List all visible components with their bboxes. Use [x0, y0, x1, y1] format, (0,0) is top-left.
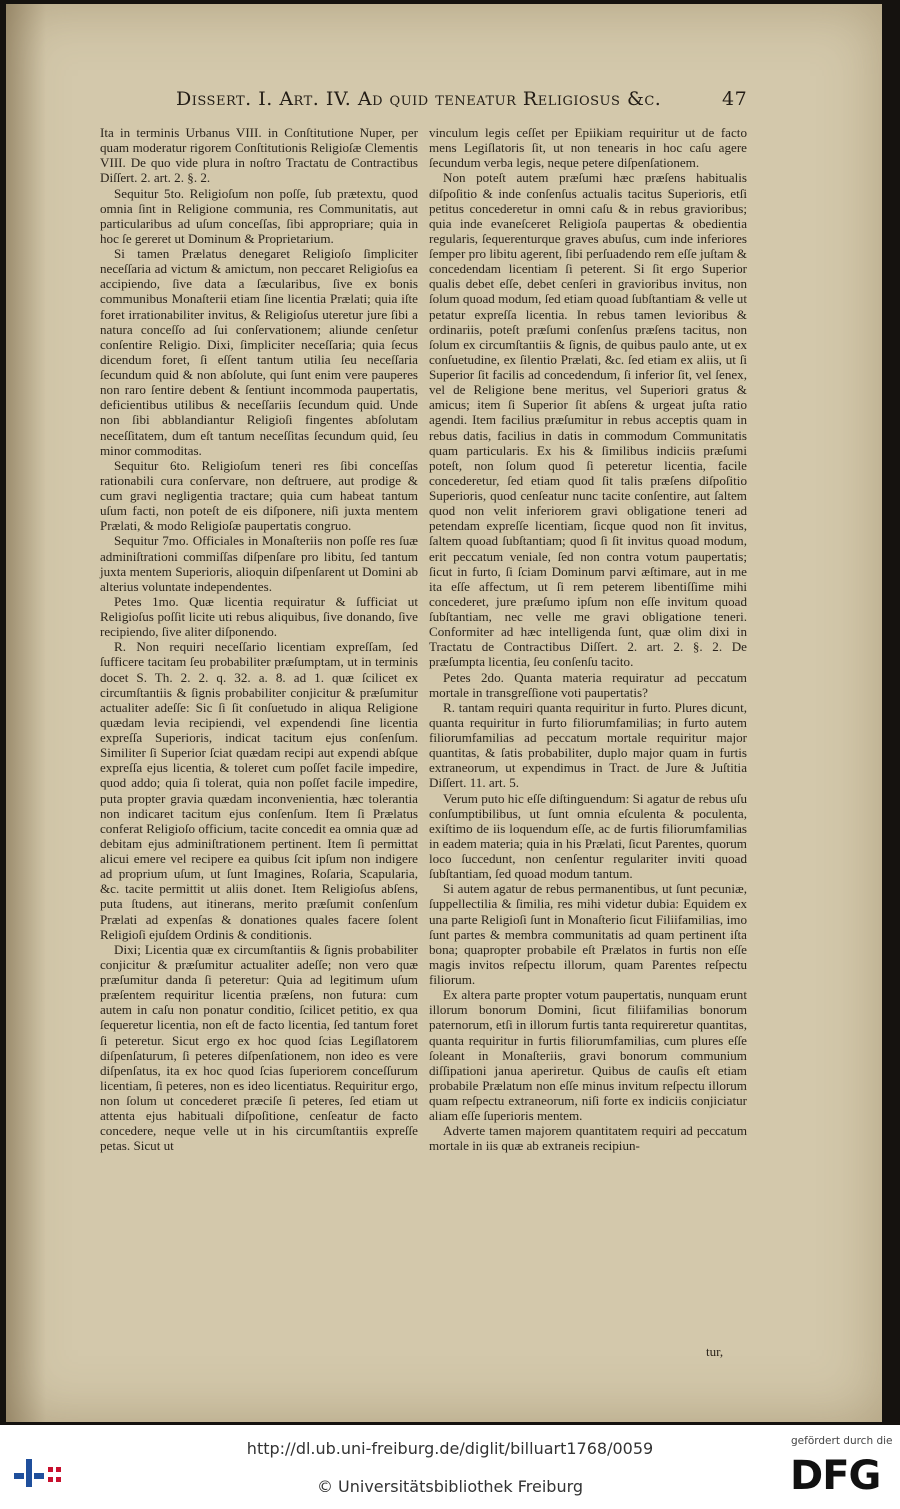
paragraph: Petes 1mo. Quæ licentia requiratur & ſufficiat ut Religioſus poſſit licite uti rebus aliquibus, ſive donando, ſive recipiendo, ſive aliter diſponendo. [100, 593, 418, 640]
permalink-url[interactable]: http://dl.ub.uni-freiburg.de/diglit/billuart1768/0059 [246, 1439, 654, 1458]
header-title: Dissert. I. Art. IV. Ad quid teneatur Religiosus &c. [176, 88, 662, 110]
right-text-column [429, 125, 747, 1154]
paragraph: R. tantam requiri quanta requiritur in furto. Plures dicunt, quanta requiritur in furto filiorumfamilias; in furto autem filiorumfamilias ad peccatum mortale requiritur major quantitas, & ſatis probabiliter, duplo major quam in furtis extraneorum, ut expendimus in Tract. de Jure & Juſtitia Diſſert. 11. art. 5. [429, 699, 747, 791]
dfg-logo[interactable]: DFG [790, 1453, 881, 1499]
paragraph: Verum puto hic eſſe diſtinguendum: Si agatur de rebus uſu conſumptibilibus, ut ſunt omnia eſculenta & poculenta, exiſtimo de iis loquendum eſſe, ac de furtis filiorumfamilias in eadem materia; quia in his Prælati, ſicut Parentes, quorum loco ſuccedunt, non cenſentur regulariter inviti quoad ſubſtantiam, ſed quoad modum tantum. [429, 790, 747, 882]
paragraph: Ex altera parte propter votum paupertatis, nunquam erunt illorum bonorum Domini, ſicut filiifamilias bonorum paternorum, etſi in illorum furtis tanta requireretur quantitas, quanta requiritur in furtis filiorumfamilias, cum plures eſſe ſoleant in Monaſteriis, gravi bonorum communium diſſipationi janua aperiretur. Quibus de cauſis eſt etiam probabile Prælatum non eſſe minus invitum reſpectu illorum quam reſpectu extraneorum, niſi forte ex indiciis conjiciatur aliam eſſe ſuperioris mentem. [429, 987, 747, 1124]
catchword: tur, [706, 1344, 724, 1359]
paragraph: Adverte tamen majorem quantitatem requiri ad peccatum mortale in iis quæ ab extraneis recipiun- [429, 1123, 747, 1154]
left-text-column [100, 125, 418, 1154]
viewer-footer [0, 1425, 900, 1509]
paragraph: Non poteſt autem præſumi hæc præſens habitualis diſpoſitio & inde conſenſus actualis tacitus Superioris, etſi petitus concederetur in omni caſu & in rebus gravioribus; quia inde evaneſceret Religioſa paupertas & obedientia regularis, ſequerenturque graves abuſus, cum inde inferiores ſemper pro libitu agerent, ſibi perſuadendo rem eſſe juſtam & concedendam licentiam ſi peterent. Si ſit ergo Superior qualis debet eſſe, debet cenſeri in gravioribus invitus, non ſolum quoad modum, ſed etiam quoad ſubſtantiam & velle ut petatur expreſſa licentia. In rebus tamen levioribus & ordinariis, poteſt præſumi conſenſus præſens tacitus, non ſolum ex circumſtantiis & ſignis, de quibus paulo ante, ut ex conſuetudine, ex ſilentio Prælati, &c. ſed etiam ex aliis, ut ſi Superior ſit facilis ad concedendum, ſi inferior ſit, vel ſenex, vel de Religione bene meritus, vel Superiori gratus & amicus; item ſi Superior ſit abſens & urgeat juſta ratio agendi. Item facilius præſumitur in rebus acceptis quam in rebus datis, facilius in datis in commodum Communitatis quam particularis. Ex his & ſimilibus indiciis præſumi poteſt, non ſolum quod ſi peteretur licentia, facile concederetur, ſed etiam quod ſit talis præſens diſpoſitio Superioris, quod cenſeatur nunc tacite conſentire, aut ſaltem quod non velit inferiorem gravi obligatione teneri ad petendam expreſſe licentiam, ſicque quod non ſit invitus, ſaltem quoad ſubſtantiam; quod ſi ſit invitus quoad modum, erit peccatum veniale, ſed non contra votum paupertatis; ſicut in furto, ſi ſciam Dominum parvi æſtimare, aut in me ita eſſe affectum, ut ſi rem peterem libentiſſime mihi concederet, jure præſumo ipſum non eſſe invitum quoad ſubſtantiam, nec velle me gravi obligatione teneri. Conformiter ad hæc intelligenda ſunt, quæ olim dixi in Tractatu de Contractibus Diſſert. 2. art. 2. §. 2. De præſumpta licentia, ſeu conſenſu tacito. [429, 170, 747, 670]
paragraph: Ita in terminis Urbanus VIII. in Conſtitutione Nuper, per quam moderatur rigorem Conſtitutionis Religioſæ Clementis VIII. De quo vide plura in noſtro Tractatu de Contractibus Diſſert. 2. art. 2. §. 2. [100, 125, 418, 186]
paragraph: Sequitur 6to. Religioſum teneri res ſibi conceſſas rationabili cura conſervare, non deſtruere, aut prodige & cum gravi negligentia tractare; quia cum habeat tantum uſum facti, non poteſt de eis diſponere, niſi juxta mentem Prælati, & modo Religioſæ paupertatis congruo. [100, 457, 418, 534]
paragraph: Sequitur 7mo. Officiales in Monaſteriis non poſſe res ſuæ adminiſtrationi commiſſas diſpenſare pro libitu, ſed tantum juxta mentem Superioris, alioquin diſpenſarent ut Domini ab alterius voluntate independentes. [100, 533, 418, 594]
paragraph: Sequitur 5to. Religioſum non poſſe, ſub prætextu, quod omnia ſint in Religione communia, res Communitatis, aut particularibus ad uſum conceſſas, ſibi appropriare; quia in hoc ſe gereret ut Dominum & Proprietarium. [100, 185, 418, 246]
paragraph: vinculum legis ceſſet per Epiikiam requiritur ut de facto mens Legiſlatoris ſit, ut non tenearis in hoc caſu agere ſecundum verba legis, neque petere diſpenſationem. [429, 125, 747, 171]
copyright-notice: © Universitätsbibliothek Freiburg [316, 1477, 584, 1496]
paragraph: R. Non requiri neceſſario licentiam expreſſam, ſed ſufficere tacitam ſeu probabiliter præſumptam, ut in terminis docet S. Th. 2. 2. q. 32. a. 8. ad 1. quæ ſcilicet ex circumſtantiis & ſignis probabiliter conjicitur & præſumitur actualiter adeſſe: Sic ſi ſit conſuetudo in aliqua Religione quædam levia recipiendi, vel expendendi ſine licentia expreſſa Superioris, indicat tacitum ejus conſenſum. Similiter ſi Superior ſciat quædam recipi aut expendi abſque expreſſa ejus licentia, & toleret cum poſſet facile impedire, quod addo; quia ſi tolerat, quia non poſſet facile impedire, puta propter gravia quædam inconvenientia, hæc tolerantia non indicaret tacitum ejus conſenſum. Item ſi Prælatus conferat Religioſo officium, tacite concedit ea omnia quæ ad debitam ejus adminiſtrationem pertinent. Item ſi permittat alicui emere vel recipere ea quibus ſcit ipſum non indigere ad proprium uſum, ut ſunt Imagines, Roſaria, Scapularia, &c. tacite permittit ut aliis donet. Item Religioſus abſens, puta ſtudens, aut itinerans, merito præſumit conſenſum Prælati ad expenſas & donationes quales facere ſolent Religioſi ejuſdem Ordinis & conditionis. [100, 639, 418, 942]
paragraph: Si tamen Prælatus denegaret Religioſo ſimpliciter neceſſaria ad victum & amictum, non peccaret Religioſus ea accipiendo, ſive data a ſæcularibus, ſive ex bonis communibus Monaſterii etiam ſine licentia Prælati; quia iſte foret irrationabiliter invitus, & Religioſus uteretur jure ſibi a natura conceſſo ad ſui conſervationem; aliunde cenſetur conſentire Religio. Dixi, ſimpliciter neceſſaria; quia ſecus dicendum foret, ſi eſſent tantum utilia ſeu neceſſaria ſecundum quid & non abſolute, qui ſunt enim vere pauperes non raro ſentire debent & ſentiunt incommoda paupertatis, deficientibus utilibus & neceſſariis ſecundum quid. Unde non ſibi abblandiantur Religioſi fingentes abſolutam neceſſitatem, dum eſt tantum neceſſitas ſecundum quid, ſeu minor commoditas. [100, 246, 418, 458]
funding-caption: gefördert durch die [791, 1435, 893, 1447]
paragraph: Dixi; Licentia quæ ex circumſtantiis & ſignis probabiliter conjicitur & præſumitur actualiter adeſſe; non vero quæ præſumitur danda ſi peteretur: Quia ad legitimum uſum præſentem requiritur licentia præſens, non futura: cum autem in caſu non ponatur conditio, ſcilicet petitio, ex qua ſequeretur licentia, non eſt de facto licentia, ſed tantum foret ſi peteretur. Sicut ergo ex hoc quod ſcias Legiſlatorem diſpenſaturum, ſi peteres diſpenſationem, non ideo es vere diſpenſatus, ita ex hoc quod ſcias ſuperiorem conceſſurum licentiam, ſi peteres, non es ideo licentiatus. Requiritur ergo, non ſolum ut concederet præciſe ſi peteres, ſed etiam ut attenta ejus habituali diſpoſitione, cenſeatur de facto concedere, neque velle ut in his circumſtantiis expreſſe petas. Sicut ut [100, 941, 418, 1154]
page-number: 47 [722, 88, 748, 110]
paragraph: Petes 2do. Quanta materia requiratur ad peccatum mortale in transgreſſione voti paupertatis? [429, 669, 747, 700]
book-page [6, 4, 882, 1422]
paragraph: Si autem agatur de rebus permanentibus, ut ſunt pecuniæ, ſuppellectilia & ſimilia, res mihi videtur dubia: Equidem ex una parte Religioſi ſunt in Monaſterio ſicut Filiifamilias, imo ſunt partes & membra communitatis ad quam pertinent iſta bona; quapropter probabile eſt Prælatos in furtis non eſſe magis invitos reſpectu illorum, quam Parentes reſpectu filiorum. [429, 881, 747, 987]
